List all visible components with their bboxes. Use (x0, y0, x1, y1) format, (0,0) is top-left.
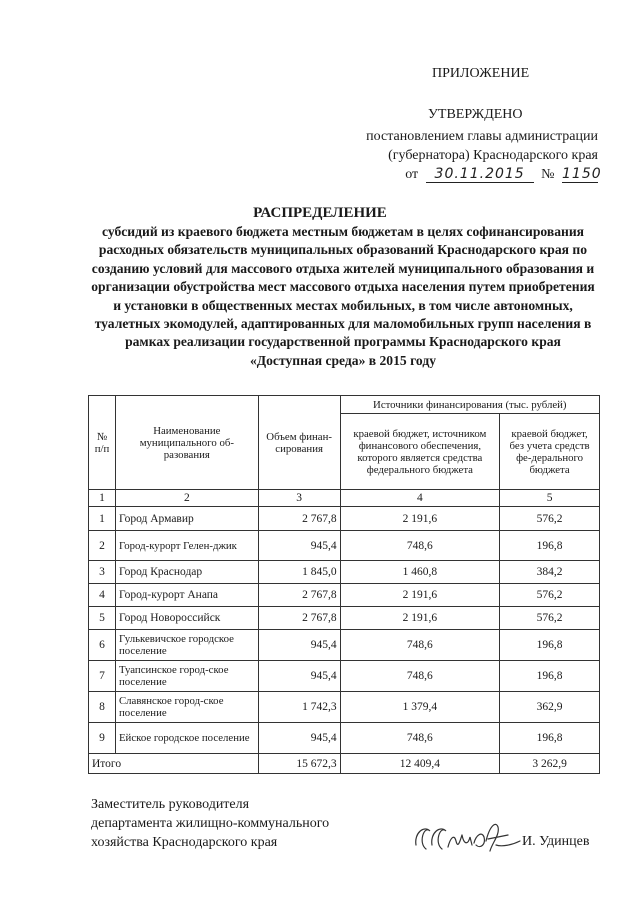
total-regional: 3 262,9 (500, 754, 600, 774)
total-row (89, 754, 600, 774)
column-number: 4 (340, 490, 500, 507)
column-number: 5 (500, 490, 600, 507)
column-number: 1 (89, 490, 116, 507)
row-federal: 2 191,6 (340, 607, 500, 630)
row-federal: 748,6 (340, 723, 500, 754)
table-row (89, 723, 600, 754)
row-federal: 1 379,4 (340, 692, 500, 723)
row-federal: 748,6 (340, 661, 500, 692)
row-num: 4 (89, 584, 116, 607)
row-name: Город-курорт Гелен-джик (115, 531, 258, 561)
approval-line-2: (губернатора) Краснодарского края (388, 148, 598, 163)
column-number: 3 (258, 490, 340, 507)
row-regional: 576,2 (500, 584, 600, 607)
row-name: Город Новороссийск (115, 607, 258, 630)
approval-date-line (405, 166, 602, 183)
footer-signatory-block (91, 795, 329, 852)
decree-number: 1150 (562, 166, 602, 182)
row-regional: 362,9 (500, 692, 600, 723)
number-sign: № (541, 167, 555, 182)
total-federal: 12 409,4 (340, 754, 500, 774)
row-name: Гулькевичское городское поселение (115, 630, 258, 661)
table-row (89, 630, 600, 661)
header-name: Наименование муниципального об-разования (115, 396, 258, 490)
row-num: 5 (89, 607, 116, 630)
header-num: № п/п (89, 396, 116, 490)
document-subtitle: субсидий из краевого бюджета местным бюджетам в целях софинансирования расходных обязательств муниципальных образований Краснодарского края по созданию условий для массового отдыха жителей муниципального образования и организации обустройства мест массового отдыха населения путем приобретения и установки в общественных местах мобильных, в том числе автономных, туалетных экомодулей, адаптированных для маломобильных групп населения в рамках реализации государственной программы Краснодарского края «Доступная среда» в 2015 году (91, 224, 595, 368)
distribution-table (88, 395, 600, 774)
document-title: РАСПРЕДЕЛЕНИЕ (253, 205, 387, 221)
row-volume: 2 767,8 (258, 607, 340, 630)
column-number-row (89, 490, 600, 507)
header-regional: краевой бюджет, без учета средств фе-дерального бюджета (500, 414, 600, 490)
table-row (89, 607, 600, 630)
signer-name: И. Удинцев (522, 834, 590, 849)
handwritten-signature (412, 815, 522, 859)
table-row (89, 692, 600, 723)
row-volume: 1 845,0 (258, 561, 340, 584)
row-num: 2 (89, 531, 116, 561)
total-volume: 15 672,3 (258, 754, 340, 774)
row-num: 3 (89, 561, 116, 584)
table-row (89, 584, 600, 607)
row-volume: 945,4 (258, 630, 340, 661)
row-name: Город-курорт Анапа (115, 584, 258, 607)
column-number: 2 (115, 490, 258, 507)
approval-line-1: постановлением главы администрации (366, 129, 598, 144)
row-regional: 384,2 (500, 561, 600, 584)
decree-date: 30.11.2015 (426, 166, 534, 183)
row-federal: 2 191,6 (340, 507, 500, 531)
row-name: Город Армавир (115, 507, 258, 531)
table-row (89, 531, 600, 561)
approved-label: УТВЕРЖДЕНО (428, 107, 523, 122)
row-name: Славянское город-ское поселение (115, 692, 258, 723)
row-name: Город Краснодар (115, 561, 258, 584)
row-num: 6 (89, 630, 116, 661)
row-regional: 196,8 (500, 723, 600, 754)
table-header-row (89, 396, 600, 414)
row-federal: 2 191,6 (340, 584, 500, 607)
row-name: Ейское городское поселение (115, 723, 258, 754)
row-regional: 576,2 (500, 507, 600, 531)
row-num: 8 (89, 692, 116, 723)
row-volume: 2 767,8 (258, 584, 340, 607)
signatory-position-line-3: хозяйства Краснодарского края (91, 835, 278, 850)
row-regional: 196,8 (500, 630, 600, 661)
row-num: 1 (89, 507, 116, 531)
table-row (89, 661, 600, 692)
row-regional: 576,2 (500, 607, 600, 630)
table-row (89, 507, 600, 531)
row-volume: 2 767,8 (258, 507, 340, 531)
row-volume: 1 742,3 (258, 692, 340, 723)
row-name: Туапсинское город-ское поселение (115, 661, 258, 692)
header-sources: Источники финансирования (тыс. рублей) (340, 396, 599, 414)
row-federal: 748,6 (340, 531, 500, 561)
signatory-position-line-1: Заместитель руководителя (91, 797, 250, 812)
table-row (89, 561, 600, 584)
row-federal: 748,6 (340, 630, 500, 661)
row-federal: 1 460,8 (340, 561, 500, 584)
appendix-label: ПРИЛОЖЕНИЕ (432, 66, 530, 81)
header-volume: Объем финан-сирования (258, 396, 340, 490)
row-regional: 196,8 (500, 531, 600, 561)
row-volume: 945,4 (258, 531, 340, 561)
date-prefix: от (405, 167, 419, 182)
row-regional: 196,8 (500, 661, 600, 692)
total-label: Итого (89, 754, 259, 774)
row-volume: 945,4 (258, 723, 340, 754)
row-num: 7 (89, 661, 116, 692)
row-num: 9 (89, 723, 116, 754)
row-volume: 945,4 (258, 661, 340, 692)
header-federal: краевой бюджет, источником финансового обеспечения, которого является средства федерального бюджета (340, 414, 500, 490)
signatory-position-line-2: департамента жилищно-коммунального (91, 816, 330, 831)
